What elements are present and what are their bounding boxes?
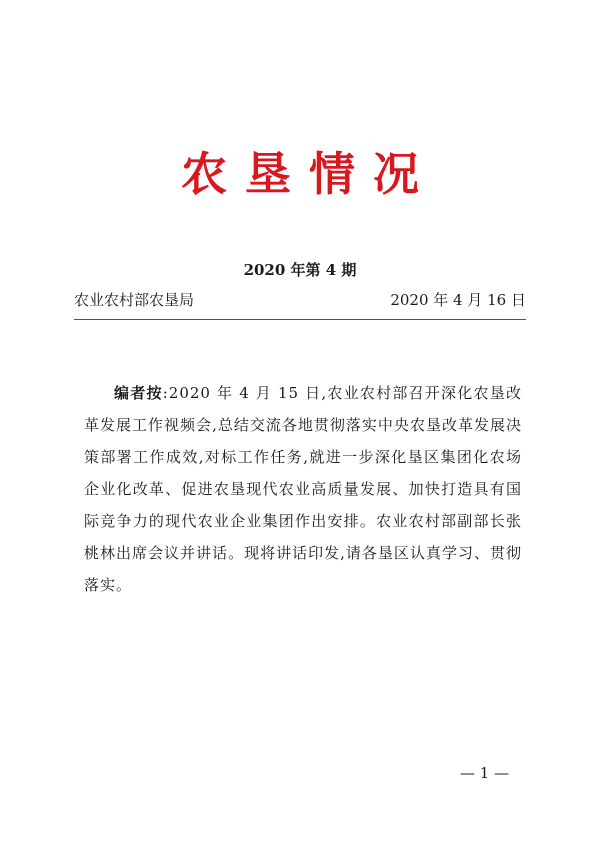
issue-number: 2020 年第 4 期 [243, 261, 357, 279]
masthead-title: 农垦情况 [181, 147, 437, 201]
editor-note-text: :2020 年 4 月 15 日,农业农村部召开深化农垦改革发展工作视频会,总结交流各地贯彻落实中央农垦改革发展决策部署工作成效,对标工作任务,就进一步深化垦区集团化农场企业化改革、促进农垦现代农业高质量发展、加快打造具有国际竞争力的现代农业企业集团作出安排。农业农村部副部长张桃林出席会议并讲话。现将讲话印发,请各垦区认真学习、贯彻落实。 [84, 384, 522, 594]
page-number: — 1 — [460, 764, 510, 782]
header-meta-row [74, 290, 526, 310]
editor-note-label: 编者按 [114, 384, 163, 402]
issuer: 农业农村部农垦局 [74, 291, 195, 309]
issue-date: 2020 年 4 月 16 日 [390, 291, 526, 309]
header-divider [74, 319, 526, 320]
editor-note [84, 377, 522, 601]
